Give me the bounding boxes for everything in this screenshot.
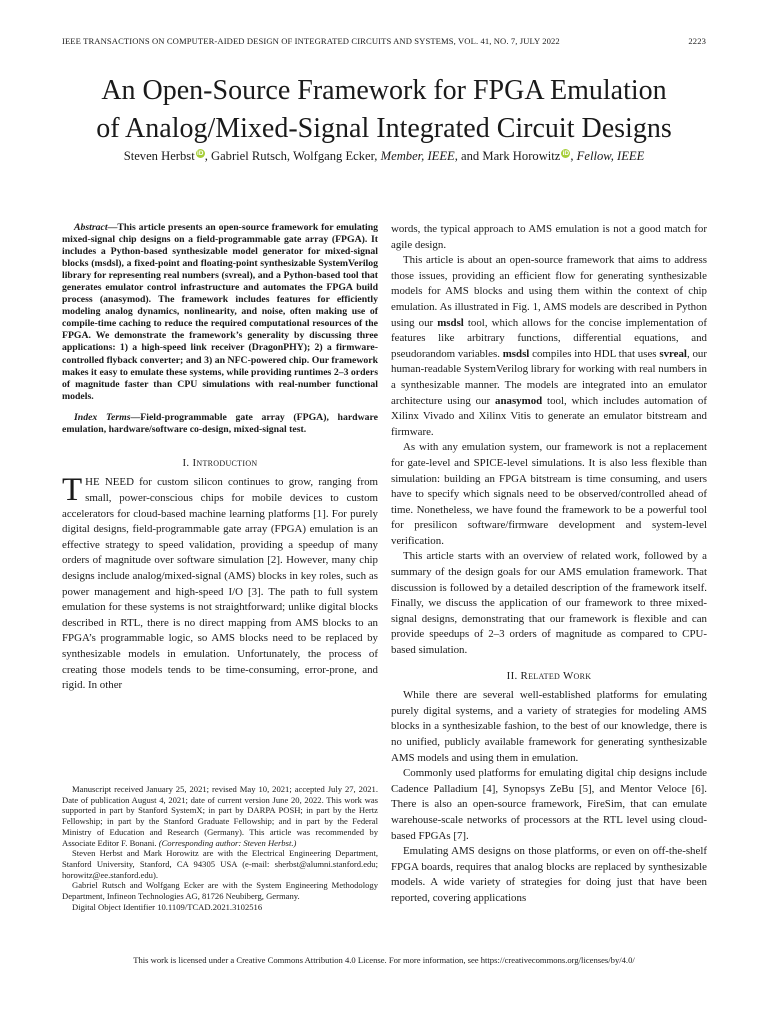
title-line-1: An Open-Source Framework for FPGA Emulation — [101, 75, 667, 106]
footnote-manuscript — [62, 784, 378, 848]
paper-title — [30, 72, 738, 148]
index-terms-text: —Field-programmable gate array (FPGA), hardware emulation, hardware/software co-design, mixed-signal test. — [62, 411, 378, 435]
body-paragraph: Emulating AMS designs on those platforms, or even on off-the-shelf FPGA boards, requires that analog blocks are replaced by synthesizable models. A wide variety of strategies for doing just that have been reported, covering applications — [391, 845, 707, 904]
author-2-3: , Gabriel Rutsch, Wolfgang Ecker, — [204, 149, 381, 163]
footnote-affiliation-infineon: Gabriel Rutsch and Wolfgang Ecker are with the System Engineering Methodology Department, Infineon Technologies AG, 81726 Neubiberg, Germany. — [62, 880, 378, 902]
body-paragraph — [391, 253, 707, 440]
license-notice: This work is licensed under a Creative Commons Attribution 4.0 License. For more information, see https://creativecommons.org/licenses/by/4.0/ — [133, 955, 635, 965]
body-paragraph: While there are several well-established platforms for emulating purely digital systems, and a variety of strategies for modeling AMS blocks in a synthesizable fashion, to the best of our knowledge, there is no unified, publicly available framework for generating synthesizable AMS models and using them in emulation. — [391, 689, 707, 764]
page-number: 2223 — [688, 36, 706, 46]
index-terms-lead: Index Terms — [74, 411, 131, 423]
section-heading-related-work: II. Related Work — [506, 669, 592, 682]
tool-name-msdsl: msdsl — [437, 316, 464, 329]
author-role-member: Member, IEEE — [380, 149, 455, 163]
title-line-2: of Analog/Mixed-Signal Integrated Circuit Designs — [96, 113, 672, 144]
orcid-icon[interactable]: iD — [562, 150, 570, 157]
right-column — [391, 222, 707, 907]
author-role-fellow: Fellow, IEEE — [576, 149, 645, 163]
body-paragraph: As with any emulation system, our framework is not a replacement for gate-level and SPICE-level simulations. It is also less flexible than simulation: building an FPGA bitstream is time consuming, and users have to specify which signals need to be observed/controlled ahead of time. Nonetheless, we have found the framework to be a powerful tool for presilicon software/firmware development and system-level verification. — [391, 441, 707, 547]
orcid-icon[interactable]: iD — [196, 150, 204, 157]
tool-name-msdsl: msdsl — [502, 347, 530, 360]
body-paragraph: This article starts with an overview of related work, followed by a summary of the design goals for our AMS emulation framework. That discussion is followed by a detailed description of the framework itself. Finally, we discuss the application of our framework to three mixed-signal designs, demonstrating that our framework is flexible and can provide speedups of 2–3 orders of magnitude as compared to CPU-based simulation. — [391, 550, 707, 657]
journal-name: IEEE TRANSACTIONS ON COMPUTER-AIDED DESIGN OF INTEGRATED CIRCUITS AND SYSTEMS, VOL. 41, NO. 7, JULY 2022 — [62, 36, 560, 46]
tool-name-svreal: svreal — [659, 347, 687, 360]
intro-text: for custom silicon continues to grow, ranging from small, power-conscious chips for mobile devices to custom accelerators for cloud-based machine learning platforms [1]. For purely digital designs, field-programmable gate array (FPGA) emulation is an effective strategy to speed validation, providing a speedup of many orders of magnitude over software simulation [2]. However, many chip designs include analog/mixed-signal (AMS) blocks in key roles, such as power management and high-speed I/O [3]. The path to full system emulation for these systems is not straightforward; unlike digital blocks described in RTL, there is no direct mapping from AMS blocks to an FPGA’s programmable logic, so AMS blocks need to be replaced by synthesizable models in emulation. Unfortunately, the process of creating those models tends to be time-consuming, error-prone, and rigid. In other — [62, 476, 378, 692]
body-text: compiles into HDL that uses — [529, 347, 660, 360]
author-4: , and Mark Horowitz — [454, 149, 561, 163]
left-column — [62, 222, 378, 694]
author-list: Steven Herbst iD, Gabriel Rutsch, Wolfgang Ecker, Member, IEEE, and Mark Horowitz iD, Fellow, IEEE — [123, 149, 645, 163]
section-heading-introduction: I. Introduction — [182, 456, 258, 469]
drop-cap: T — [62, 472, 83, 509]
footnote-manuscript-text: Manuscript received January 25, 2021; revised May 10, 2021; accepted July 27, 2021. Date of publication August 4, 2021; date of current version June 20, 2022. This work was supported in part by Stanford SystemX; in part by DARPA POSH; in part by the Hertz Fellowship; in part by the Stanford Graduate Fellowship; and in part by the Federal Ministry of Education and Research (Germany). This article was recommended by Associate Editor F. Bonani. — [62, 784, 378, 848]
abstract-text: —This article presents an open-source framework for emulating mixed-signal chip designs on a field-programmable gate array (FPGA). It includes a Python-based synthesizable model generator for mixed-signal blocks (msdsl), a fixed-point and floating-point synthesizable SystemVerilog library for representing real numbers (svreal), and a Python-based tool that generates emulator control infrastructure and automates the FPGA build process (anasymod). The framework includes features for efficiently modeling analog dynamics, nonlinearity, and noise, often making use of compile-time caching to reduce the required computational resources of the FPGA. We demonstrate the framework’s generality by discussing three applications: 1) a high-speed link receiver (DragonPHY); 2) a firmware-controlled flyback converter; and 3) an NFC-powered chip. Our framework makes it easy to emulate these systems, while providing runtimes 2–3 orders of magnitude faster than CPU simulations with real-number functional models. — [62, 222, 378, 402]
abstract — [62, 222, 378, 403]
running-header — [62, 36, 706, 46]
intro-caps: HE NEED — [85, 476, 134, 489]
corresponding-author: (Corresponding author: Steven Herbst.) — [158, 837, 297, 848]
abstract-lead: Abstract — [74, 222, 108, 233]
intro-paragraph — [62, 472, 378, 693]
tool-name-anasymod: anasymod — [495, 394, 543, 407]
footnote-affiliation-stanford: Steven Herbst and Mark Horowitz are with the Electrical Engineering Department, Stanford University, Stanford, CA 94305 USA (e-mail: sherbst@alumni.stanford.edu; horowitz@ee.stanford.edu). — [62, 848, 378, 880]
body-paragraph: Commonly used platforms for emulating digital chip designs include Cadence Palladium [4], Synopsys ZeBu [5], and Mentor Veloce [6]. There is also an open-source framework, FireSim, that can emulate warehouse-scale networks of processors at the RTL level using cloud-based FPGAs [7]. — [391, 767, 707, 842]
body-text: , our human-readable SystemVerilog library for working with real numbers in a synthesizable manner. The models are integrated into an emulator architecture using our — [391, 347, 707, 407]
index-terms — [62, 412, 378, 436]
body-text: This article is about an open-source framework that aims to address those issues, providing an efficient flow for generating synthesizable models for AMS blocks and using them within the context of chip emulation. As illustrated in Fig. 1, AMS models are described in Python using our — [391, 254, 707, 329]
footnotes — [62, 784, 378, 912]
body-text: tool, which includes automation of Xilinx Vivado and Xilinx Vitis to generate an emulator bitstream and firmware. — [391, 394, 707, 438]
body-text: tool, which allows for the concise implementation of features like arbitrary functions, differential equations, and pseudorandom variables. — [391, 316, 707, 360]
author-1: Steven Herbst — [123, 149, 195, 163]
body-paragraph: words, the typical approach to AMS emulation is not a good match for agile design. — [391, 223, 707, 251]
footnote-doi: Digital Object Identifier 10.1109/TCAD.2021.3102516 — [72, 901, 263, 912]
